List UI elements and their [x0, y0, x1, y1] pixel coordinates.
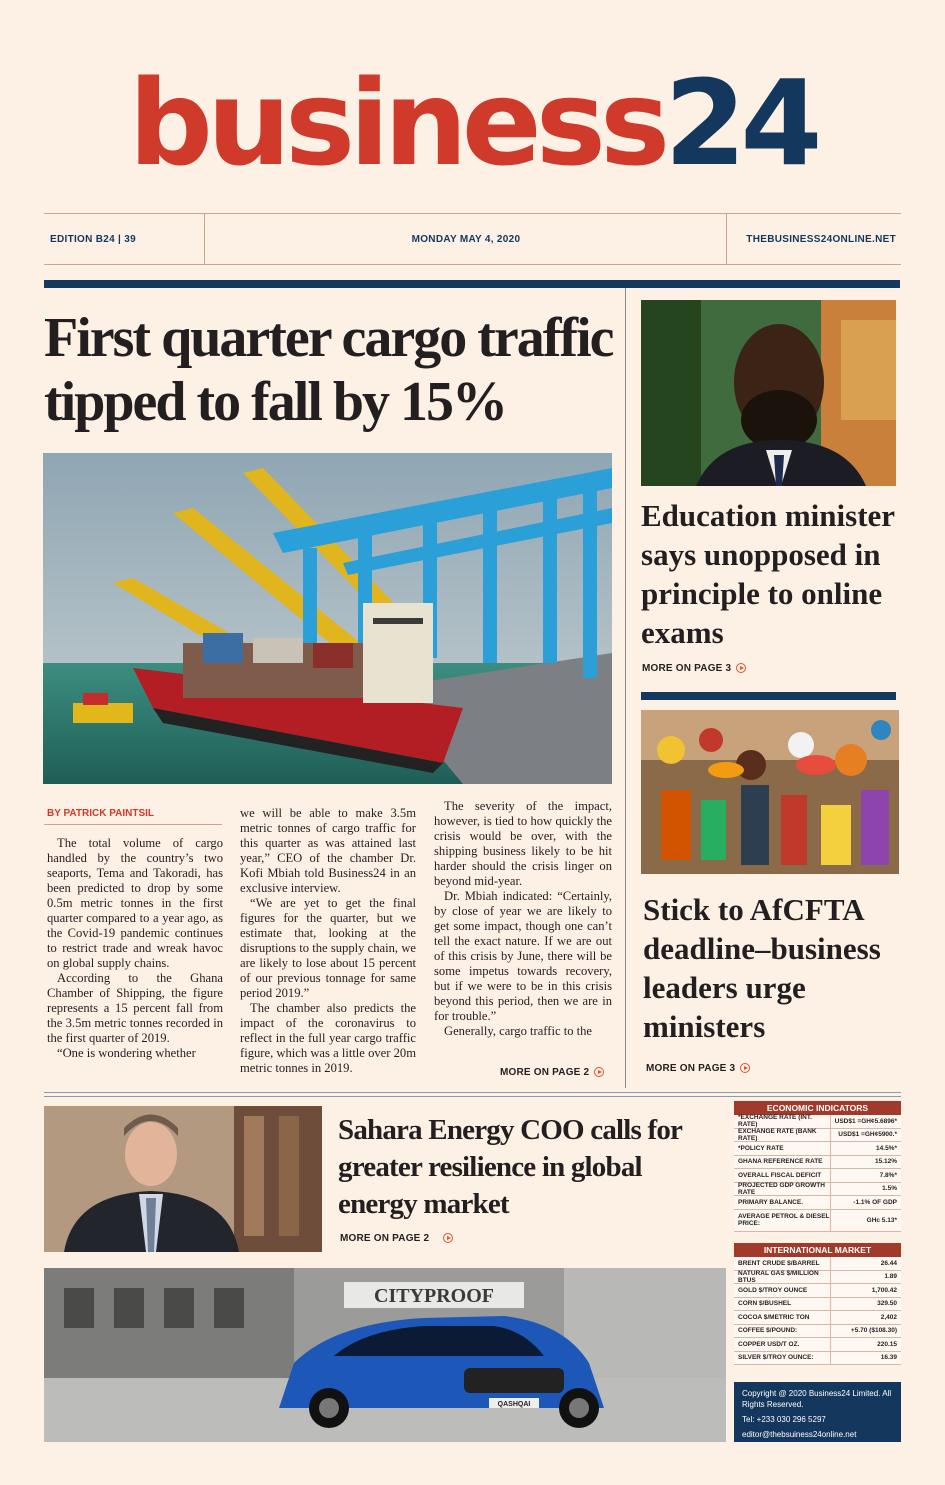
meta-divider-right [726, 213, 727, 265]
table-row [734, 1210, 901, 1232]
sahara-coo-photo [44, 1106, 322, 1252]
market-value: 1,700.42 [871, 1286, 897, 1294]
lead-col2-paragraph: we will be able to make 3.5m metric tonnes of cargo traffic for this quarter as was attained last year,” CEO of the chamber Dr. Kofi Mbiah told Business24 in an exclusive interview. [240, 806, 416, 895]
lead-headline-line-2: tipped to fall by 15% [44, 371, 507, 433]
minister-portrait-illustration [641, 300, 896, 486]
lead-column-2 [240, 806, 416, 1076]
indicator-value: 15.12% [874, 1158, 897, 1166]
play-arrow-icon [740, 1063, 750, 1073]
indicator-label: AVERAGE PETROL & DIESEL PRICE: [738, 1210, 831, 1231]
play-arrow-icon [736, 663, 746, 673]
copyright-box [734, 1382, 901, 1442]
table-row [734, 1183, 901, 1197]
lead-more-link[interactable] [500, 1067, 604, 1078]
table-row [734, 1142, 901, 1156]
education-more-link[interactable] [642, 663, 746, 674]
byline-rule [44, 824, 222, 825]
table-row [734, 1257, 901, 1271]
masthead-logo [0, 48, 945, 198]
indicator-value: GHc 5.13* [866, 1216, 897, 1224]
indicator-label: *EXCHANGE RATE (INT. RATE) [738, 1115, 831, 1128]
market-value: 26.44 [880, 1259, 897, 1267]
edition-label: EDITION B24 | 39 [50, 234, 136, 245]
indicator-label: PROJECTED GDP GROWTH RATE [738, 1183, 831, 1196]
market-value: 220.15 [877, 1340, 897, 1348]
sahara-more-label: MORE ON PAGE 2 [340, 1233, 430, 1244]
coo-portrait-illustration [44, 1106, 322, 1252]
brand-name-blue: 24 [664, 54, 817, 192]
education-minister-photo [641, 300, 896, 486]
market-value: 16.39 [880, 1354, 897, 1362]
table-row [734, 1352, 901, 1366]
car-ad-illustration [44, 1268, 726, 1442]
table-row [734, 1271, 901, 1285]
section-top-bar [44, 280, 900, 288]
table-row [734, 1169, 901, 1183]
lead-col3-paragraph: Generally, cargo traffic to the [444, 1024, 593, 1038]
table-row [734, 1311, 901, 1325]
cityproof-sign: CITYPROOF [374, 1285, 494, 1307]
indicator-value: -1.1% OF GDP [853, 1198, 897, 1206]
market-value: 2,402 [880, 1313, 897, 1321]
education-story-headline[interactable]: Education minister says unopposed in principle to online exams [641, 498, 895, 650]
market-label: CORN $/BUSHEL [738, 1298, 831, 1311]
lead-col1-paragraph: According to the Ghana Chamber of Shipping, the figure represents a 15 percent fall from the 3.5m metric tonnes recorded in the first quarter of 2019. [47, 971, 223, 1045]
issue-date: MONDAY MAY 4, 2020 [411, 234, 521, 245]
table-row [734, 1298, 901, 1312]
afcfta-more-label: MORE ON PAGE 3 [646, 1063, 736, 1074]
afcfta-story-headline[interactable]: Stick to AfCFTA deadline–business leaders urge ministers [643, 892, 881, 1044]
lead-col3-paragraph: Dr. Mbiah indicated: “Certainly, by close of year we are likely to get some impact, though one can’t tell the exact nature. If we are out of this crisis by June, there will be some impetus towards recovery, but if we were to be in this crisis beyond this period, then we are in for trouble.” [434, 889, 612, 1023]
bottom-section-rule-1 [44, 1092, 901, 1093]
table-row [734, 1129, 901, 1143]
port-cranes-photo [43, 453, 612, 784]
economic-indicators-title: ECONOMIC INDICATORS [734, 1101, 901, 1115]
afcfta-more-link[interactable] [646, 1063, 750, 1074]
lead-more-label: MORE ON PAGE 2 [500, 1067, 590, 1078]
lead-col2-paragraph: “We are yet to get the final figures for the quarter, but we estimate that, looking at the disruptions to the supply chain, we are likely to lose about 15 percent of our previous tonnage for same period 2019.” [240, 896, 416, 1000]
side-divider-bar [641, 692, 896, 700]
lead-column-1 [47, 836, 223, 1061]
market-value: 1.89 [884, 1273, 897, 1281]
indicator-label: OVERALL FISCAL DEFICIT [738, 1169, 831, 1182]
indicator-label: EXCHANGE RATE (BANK RATE) [738, 1129, 831, 1142]
play-arrow-icon [443, 1233, 453, 1243]
website-link[interactable]: THEBUSINESS24ONLINE.NET [746, 234, 896, 245]
market-label: COCOA $/METRIC TON [738, 1311, 831, 1324]
lead-headline[interactable] [44, 306, 634, 434]
international-market-table [734, 1243, 901, 1365]
market-value: +5.70 ($108.30) [850, 1327, 897, 1335]
table-row [734, 1156, 901, 1170]
contact-phone: Tel: +233 030 296 5297 [742, 1415, 826, 1424]
economic-indicators-table [734, 1101, 901, 1232]
contact-email[interactable]: editor@thebsuiness24online.net [742, 1430, 857, 1439]
lead-byline: BY PATRICK PAINTSIL [47, 808, 155, 819]
play-arrow-icon [594, 1067, 604, 1077]
indicator-label: PRIMARY BALANCE. [738, 1196, 831, 1209]
international-market-title: INTERNATIONAL MARKET [734, 1243, 901, 1257]
indicator-value: USD$1 =GH¢5900.* [838, 1131, 897, 1139]
market-label: BRENT CRUDE $/BARREL [738, 1257, 831, 1270]
table-row [734, 1338, 901, 1352]
indicator-value: USD$1 =GH¢5.6896* [834, 1117, 897, 1125]
market-crowd-illustration [641, 710, 899, 874]
lead-headline-line-1: First quarter cargo traffic [44, 307, 613, 369]
market-label: COFFEE $/POUND: [738, 1325, 831, 1338]
qashqai-plate: QASHQAI [497, 1401, 531, 1408]
indicator-value: 14.5%* [876, 1144, 897, 1152]
port-cranes-illustration [43, 453, 612, 784]
indicator-value: 7.8%* [879, 1171, 897, 1179]
table-row [734, 1325, 901, 1339]
bottom-section-rule-2 [44, 1096, 901, 1097]
table-row [734, 1196, 901, 1210]
market-value: 329.50 [877, 1300, 897, 1308]
brand-name-red: business [128, 54, 665, 192]
education-more-label: MORE ON PAGE 3 [642, 663, 732, 674]
meta-divider-left [204, 213, 205, 265]
market-label: NATURAL GAS $/MILLION BTUS [738, 1271, 831, 1284]
lead-col1-paragraph: “One is wondering whether [57, 1046, 196, 1060]
indicator-value: 1.5% [882, 1185, 897, 1193]
market-label: SILVER $/TROY OUNCE: [738, 1352, 831, 1365]
indicator-label: GHANA REFERENCE RATE [738, 1156, 831, 1169]
market-crowd-photo [641, 710, 899, 874]
sahara-more-link[interactable] [340, 1233, 453, 1244]
lead-column-3 [434, 799, 612, 1039]
table-row [734, 1115, 901, 1129]
market-label: COPPER USD/T OZ. [738, 1338, 831, 1351]
car-advertisement[interactable] [44, 1268, 726, 1442]
market-label: GOLD $/TROY OUNCE [738, 1284, 831, 1297]
lead-col2-paragraph: The chamber also predicts the impact of the coronavirus to reflect in the full year cargo traffic figure, which was a little over 20m metric tonnes in 2019. [240, 1001, 416, 1075]
lead-col3-paragraph: The severity of the impact, however, is tied to how quickly the crisis would be over, with the shipping business likely to be hit harder should the crisis linger on beyond mid-year. [434, 799, 612, 888]
meta-top-rule [44, 213, 901, 214]
lead-col1-paragraph: The total volume of cargo handled by the country’s two seaports, Tema and Takoradi, has been predicted to drop by some 0.5m metric tonnes in the first quarter compared to a year ago, as the Covid-19 pandemic continues to restrict trade and wreak havoc on global supply chains. [47, 836, 223, 970]
table-row [734, 1284, 901, 1298]
indicator-label: *POLICY RATE [738, 1142, 831, 1155]
copyright-text: Copyright @ 2020 Business24 Limited. All Rights Reserved. [742, 1389, 892, 1409]
meta-bottom-rule [44, 264, 901, 265]
sahara-story-headline[interactable]: Sahara Energy COO calls for greater resilience in global energy market [338, 1114, 682, 1220]
